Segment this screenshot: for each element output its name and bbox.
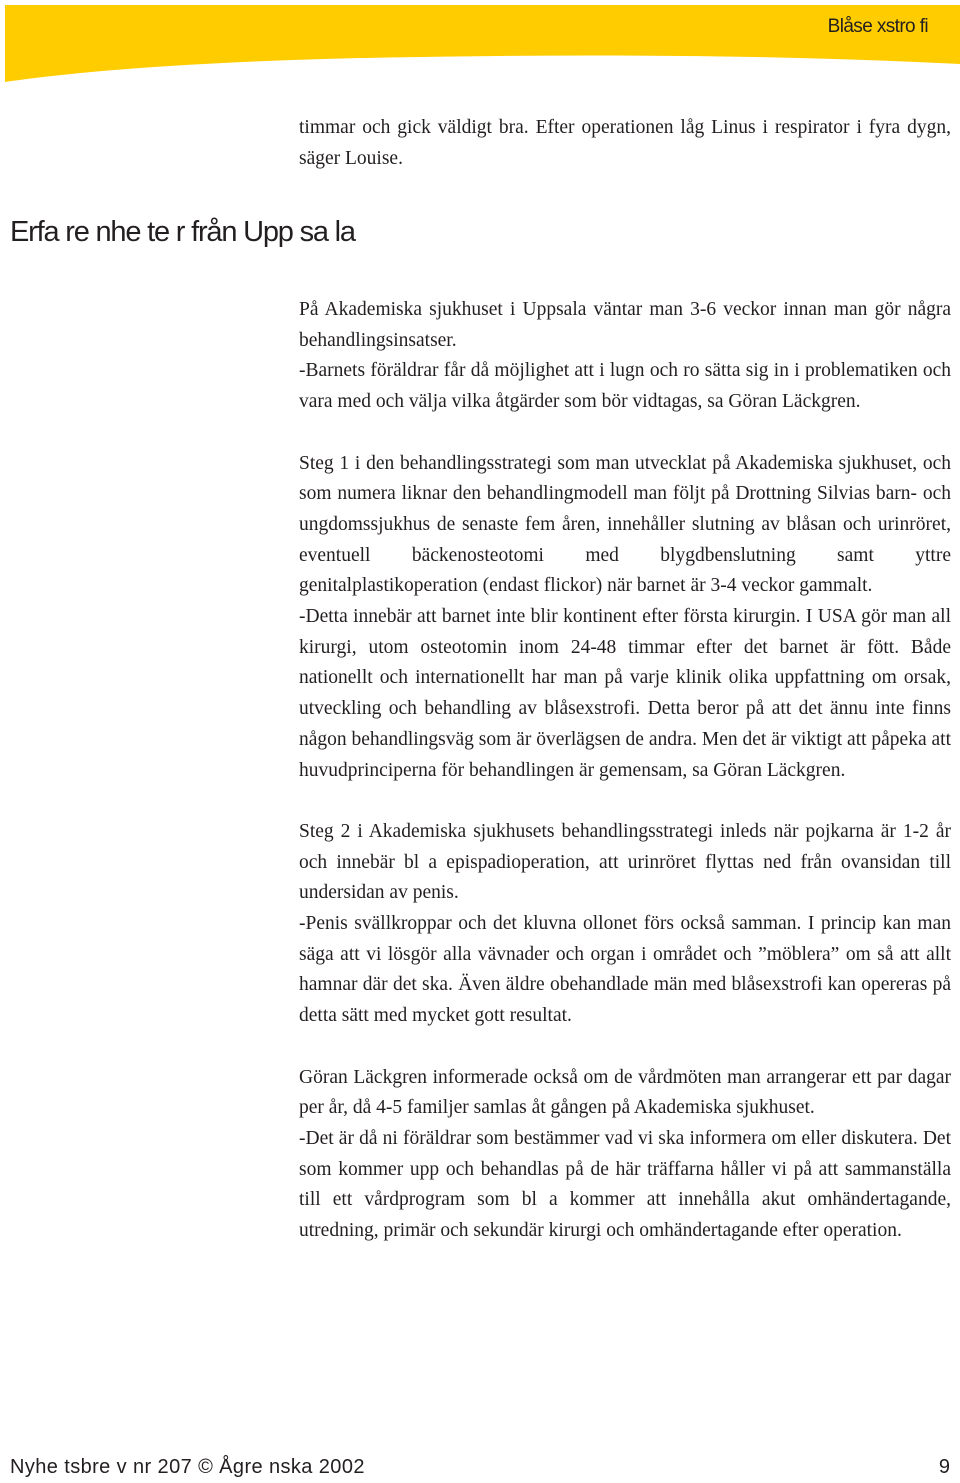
article-body bbox=[299, 295, 951, 1247]
banner-swoosh-shape bbox=[0, 0, 960, 90]
section-heading: Erfa re nhe te r från Upp sa la bbox=[10, 216, 355, 248]
paragraph: Göran Läckgren informerade också om de vårdmöten man arrangerar ett par dagar per år, då 4-5 familjer samlas åt gången på Akademiska sjukhuset. bbox=[299, 1066, 951, 1119]
paragraph: Steg 2 i Akademiska sjukhusets behandlingsstrategi inleds när pojkarna är 1-2 år och innebär bl a epispadioperation, att urinröret flyttas ned från ovansidan till undersidan av penis. bbox=[299, 820, 951, 904]
running-header-title: Blåse xstro fi bbox=[827, 16, 928, 37]
paragraph: På Akademiska sjukhuset i Uppsala väntar man 3-6 veckor innan man gör några behandlingsinsatser. bbox=[299, 299, 951, 351]
footer-publication: Nyhe tsbre v nr 207 © Ågre nska 2002 bbox=[10, 1456, 365, 1478]
paragraph: -Barnets föräldrar får då möjlighet att i lugn och ro sätta sig in i problematiken och vara med och välja vilka åtgärder som bör vidtagas, sa Göran Läckgren. bbox=[299, 360, 951, 413]
header-banner bbox=[0, 0, 960, 90]
page-number: 9 bbox=[938, 1456, 950, 1478]
paragraph: -Penis svällkroppar och det kluvna ollonet förs också samman. I princip kan man säga att vi lösgör alla vävnader och organ i området och ”möblera” om så att allt hamnar där det ska. Även äldre obehandlade män med blåsexstrofi kan opereras på detta sätt med mycket gott resultat. bbox=[299, 913, 951, 1027]
paragraph: -Detta innebär att barnet inte blir kontinent efter första kirurgin. I USA gör man all kirurgi, utom osteotomin inom 24-48 timmar efter det barnet är fött. Både nationellt och internationellt har man på varje klinik olika uppfattning om orsak, utveckling och behandling av blåsexstrofi. Detta beror på att det ännu inte finns någon behandlingsväg som är överlägsen de andra. Men det är viktigt att påpeka att huvudprinciperna för behandlingen är gemensam, sa Göran Läckgren. bbox=[299, 606, 951, 781]
paragraph: -Det är då ni föräldrar som bestämmer vad vi ska informera om eller diskutera. Det som kommer upp och behandlas på de här träffarna håller vi på att sammanställa till ett vårdprogram som bl a kommer att innehålla akut omhändertagande, utredning, primär och sekundär kirurgi och omhändertagande efter operation. bbox=[299, 1127, 951, 1242]
intro-text bbox=[299, 113, 951, 174]
intro-paragraph: timmar och gick väldigt bra. Efter operationen låg Linus i respirator i fyra dygn, säger Louise. bbox=[299, 117, 951, 169]
page-footer bbox=[10, 1456, 950, 1479]
paragraph: Steg 1 i den behandlingsstrategi som man utvecklat på Akademiska sjukhuset, och som numera liknar den behandlingmodell man följt på Drottning Silvias barn- och ungdomssjukhus de senaste fem åren, innehåller slutning av blåsan och urinröret, eventuell bäckenosteotomi med blygdbenslutning samt yttre genitalplastikoperation (endast flickor) när barnet är 3-4 veckor gammalt. bbox=[299, 452, 951, 597]
